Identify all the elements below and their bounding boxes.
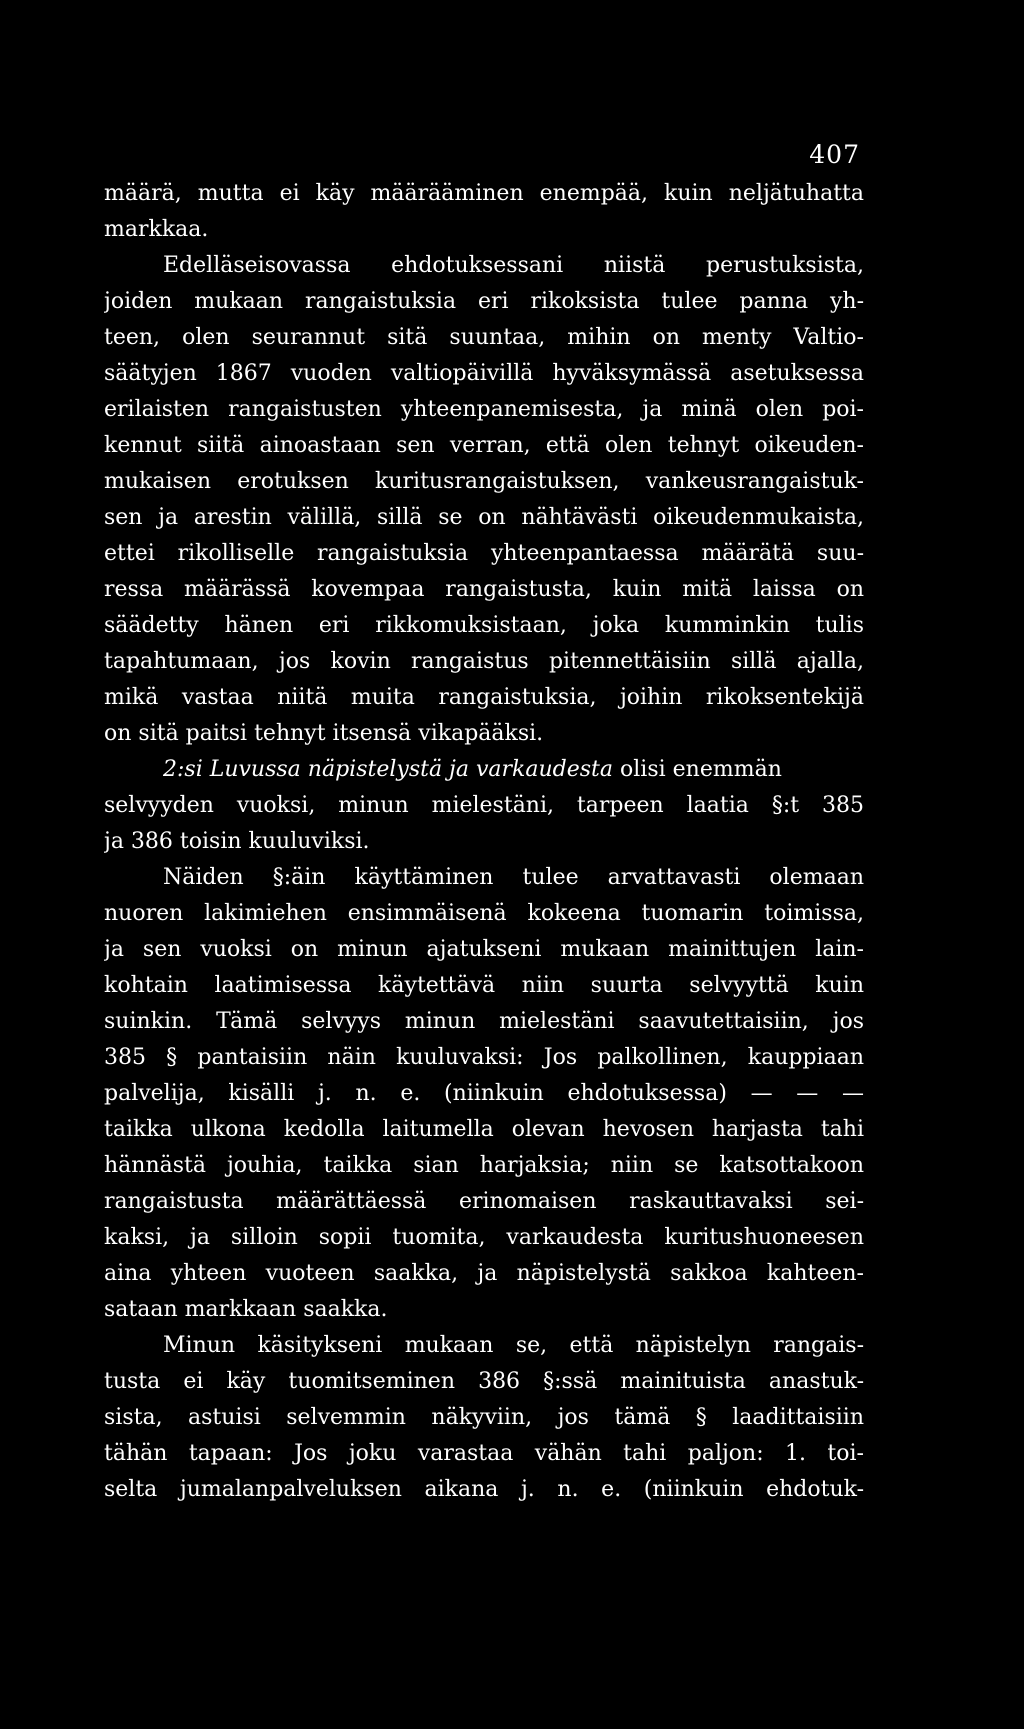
section-title-rest: olisi enemmän (613, 757, 782, 782)
text-line: rangaistusta määrättäessä erinomaisen raskauttavaksi sei- (104, 1189, 864, 1214)
text-line: tapahtumaan, jos kovin rangaistus pitennettäisiin sillä ajalla, (104, 649, 864, 674)
section-title-italic: 2:si Luvussa näpistelystä ja varkaudesta (163, 757, 614, 782)
text-line: joiden mukaan rangaistuksia eri rikoksista tulee panna yh- (104, 289, 864, 314)
text-line: Edelläseisovassa ehdotuksessani niistä perustuksista, (163, 253, 864, 278)
text-line: tähän tapaan: Jos joku varastaa vähän tahi paljon: 1. toi- (104, 1441, 864, 1466)
text-line: ressa määrässä kovempaa rangaistusta, kuin mitä laissa on (104, 577, 864, 602)
text-line: mikä vastaa niitä muita rangaistuksia, joihin rikoksentekijä (104, 685, 864, 710)
text-line: palvelija, kisälli j. n. e. (niinkuin ehdotuksessa) — — — (104, 1081, 864, 1106)
text-line: sista, astuisi selvemmin näkyviin, jos tämä § laadittaisiin (104, 1405, 864, 1430)
text-line: määrä, mutta ei käy määrääminen enempää, kuin neljätuhatta (104, 181, 864, 206)
text-line: 385 § pantaisiin näin kuuluvaksi: Jos palkollinen, kauppiaan (104, 1045, 864, 1070)
section-heading-line (163, 752, 864, 788)
text-line: selvyyden vuoksi, minun mielestäni, tarpeen laatia §:t 385 (104, 793, 864, 818)
text-line: Näiden §:äin käyttäminen tulee arvattavasti olemaan (163, 865, 864, 890)
text-line: aina yhteen vuoteen saakka, ja näpistelystä sakkoa kahteen- (104, 1261, 864, 1286)
text-line: ja 386 toisin kuuluviksi. (104, 829, 370, 854)
text-line: Minun käsitykseni mukaan se, että näpistelyn rangais- (163, 1333, 864, 1358)
text-line: ettei rikolliselle rangaistuksia yhteenpantaessa määrätä suu- (104, 541, 864, 566)
text-line: kaksi, ja silloin sopii tuomita, varkaudesta kuritushuoneesen (104, 1225, 864, 1250)
text-line: tusta ei käy tuomitseminen 386 §:ssä mainituista anastuk- (104, 1369, 864, 1394)
text-line: nuoren lakimiehen ensimmäisenä kokeena tuomarin toimissa, (104, 901, 864, 926)
text-line: on sitä paitsi tehnyt itsensä vikapääksi. (104, 721, 544, 746)
text-line: sen ja arestin välillä, sillä se on nähtävästi oikeudenmukaista, (104, 505, 864, 530)
text-line: ja sen vuoksi on minun ajatukseni mukaan mainittujen lain- (104, 937, 864, 962)
text-line: taikka ulkona kedolla laitumella olevan hevosen harjasta tahi (104, 1117, 864, 1142)
text-line: hännästä jouhia, taikka sian harjaksia; niin se katsottakoon (104, 1153, 864, 1178)
text-line: sataan markkaan saakka. (104, 1297, 388, 1322)
text-line: säätyjen 1867 vuoden valtiopäivillä hyväksymässä asetuksessa (104, 361, 864, 386)
text-line: kohtain laatimisessa käytettävä niin suurta selvyyttä kuin (104, 973, 864, 998)
text-line: säädetty hänen eri rikkomuksistaan, joka kumminkin tulis (104, 613, 864, 638)
text-line: selta jumalanpalveluksen aikana j. n. e. (niinkuin ehdotuk- (104, 1477, 864, 1502)
text-line: kennut siitä ainoastaan sen verran, että olen tehnyt oikeuden- (104, 433, 864, 458)
text-line: suinkin. Tämä selvyys minun mielestäni saavutettaisiin, jos (104, 1009, 864, 1034)
text-line: mukaisen erotuksen kuritusrangaistuksen, vankeusrangaistuk- (104, 469, 864, 494)
text-line: teen, olen seurannut sitä suuntaa, mihin on menty Valtio- (104, 325, 864, 350)
text-line: markkaa. (104, 217, 209, 242)
page-number: 407 (809, 140, 860, 169)
text-line: erilaisten rangaistusten yhteenpanemisesta, ja minä olen poi- (104, 397, 864, 422)
